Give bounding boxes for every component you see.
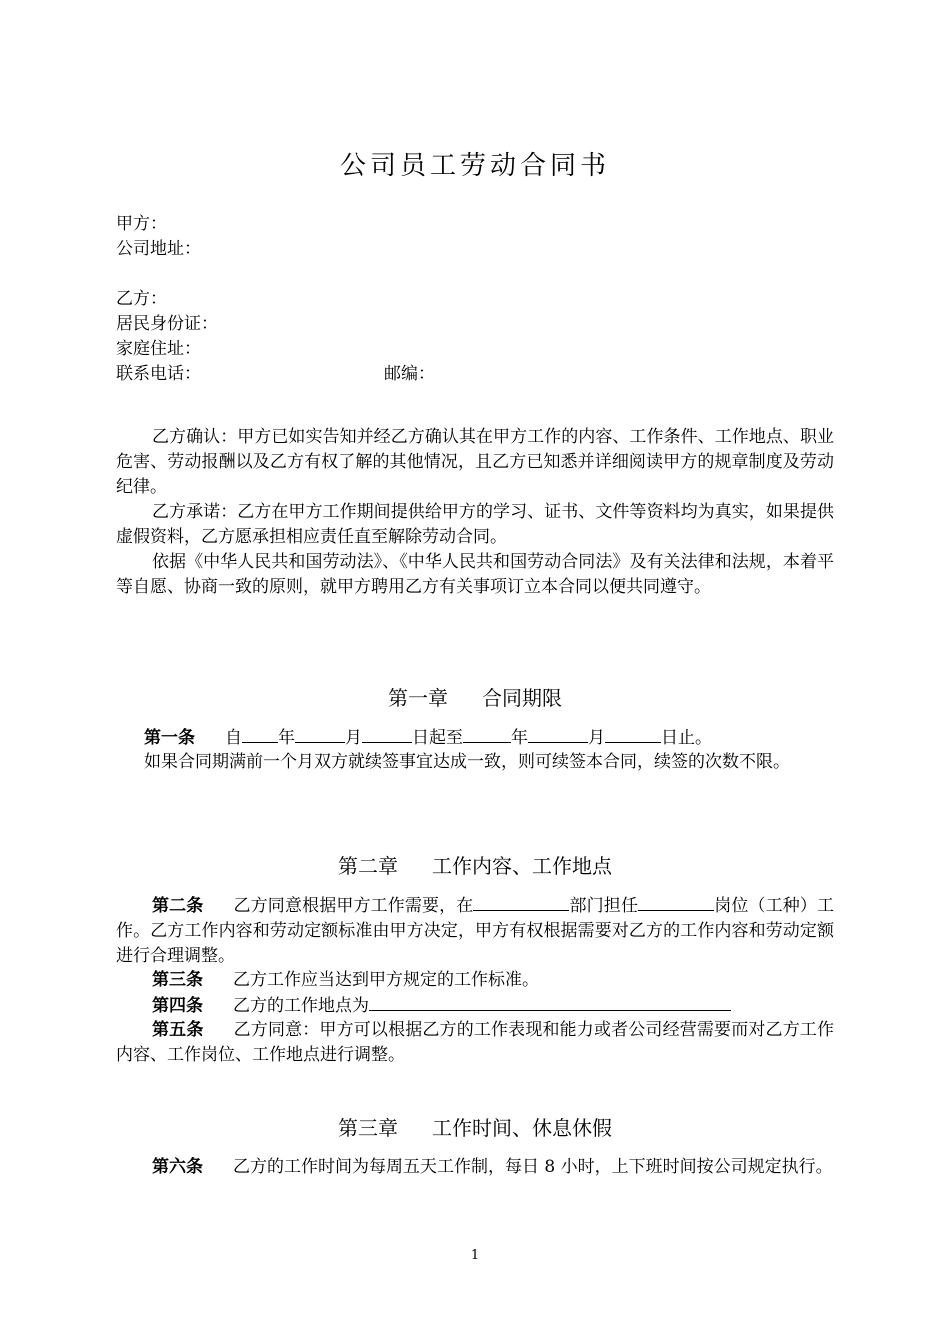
phone-label: 联系电话： (116, 364, 201, 384)
article-2 (116, 893, 834, 969)
end-month-blank[interactable] (528, 725, 588, 743)
legal-basis-paragraph: 依据《中华人民共和国劳动法》、《中华人民共和国劳动合同法》及有关法律和法规，本着平等自愿、协商一致的原则，就甲方聘用乙方有关事项订立本合同以便共同遵守。 (116, 552, 834, 597)
article-4 (152, 993, 731, 1019)
article-5-text: 乙方同意：甲方可以根据乙方的工作表现和能力或者公司经营需要而对乙方工作内容、工作岗位、工作地点进行调整。 (116, 1020, 835, 1065)
end-day-blank[interactable] (605, 725, 661, 743)
article-3 (152, 968, 539, 993)
end-year-blank[interactable] (463, 725, 511, 743)
article-6-label: 第六条 (152, 1157, 203, 1177)
article-6 (116, 1155, 834, 1180)
chapter-2-heading (0, 850, 950, 879)
article-5 (116, 1018, 834, 1068)
start-year-blank[interactable] (242, 725, 278, 743)
article-2-text-3: 岗位（工种）工作。乙方工作内容和劳动定额标准由甲方决定，甲方有权根据需要对乙方的工作内容和劳动定额进行合理调整。 (116, 896, 835, 966)
article-5-label: 第五条 (152, 1020, 204, 1040)
home-address-label: 家庭住址： (116, 339, 201, 359)
article-4-text: 乙方的工作地点为 (233, 996, 369, 1016)
article-3-text: 乙方工作应当达到甲方规定的工作标准。 (233, 970, 539, 990)
article-1-text-4: 日起至 (412, 728, 463, 748)
department-blank[interactable] (473, 893, 569, 911)
start-month-blank[interactable] (295, 725, 345, 743)
chapter-1-heading (0, 682, 950, 711)
party-b-label: 乙方： (116, 289, 167, 309)
page-number: 1 (470, 1248, 480, 1263)
party-a-label: 甲方： (116, 214, 167, 234)
article-2-text-2: 部门担任 (569, 896, 639, 916)
article-1 (144, 725, 712, 751)
chapter-2-number: 第二章 (338, 854, 398, 878)
confirmation-paragraph: 乙方确认：甲方已如实告知并经乙方确认其在甲方工作的内容、工作条件、工作地点、职业危害、劳动报酬以及乙方有权了解的其他情况，且乙方已知悉并详细阅读甲方的规章制度及劳动纪律。 (116, 427, 834, 497)
work-location-blank[interactable] (369, 993, 731, 1011)
chapter-1-number: 第一章 (388, 686, 448, 710)
article-2-label: 第二条 (152, 896, 204, 916)
article-6-text: 乙方的工作时间为每周五天工作制，每日 8 小时，上下班时间按公司规定执行。 (233, 1157, 833, 1177)
id-card-label: 居民身份证： (116, 314, 218, 334)
commitment-paragraph: 乙方承诺：乙方在甲方工作期间提供给甲方的学习、证书、文件等资料均为真实，如果提供虚假资料，乙方愿承担相应责任直至解除劳动合同。 (116, 502, 834, 547)
article-1-text-3: 月 (345, 728, 362, 748)
article-1-label: 第一条 (144, 728, 195, 748)
document-title: 公司员工劳动合同书 (339, 151, 610, 181)
chapter-1-title: 合同期限 (482, 686, 562, 710)
position-blank[interactable] (638, 893, 714, 911)
chapter-2-title: 工作内容、工作地点 (432, 854, 612, 878)
renewal-paragraph: 如果合同期满前一个月双方就续签事宜达成一致，则可续签本合同，续签的次数不限。 (144, 752, 790, 772)
chapter-3-heading (0, 1112, 950, 1141)
company-address-label: 公司地址： (116, 239, 201, 259)
postcode-label: 邮编： (384, 364, 435, 384)
article-1-text-7: 日止。 (661, 728, 712, 748)
start-day-blank[interactable] (362, 725, 412, 743)
chapter-3-title: 工作时间、休息休假 (432, 1116, 612, 1140)
article-3-label: 第三条 (152, 970, 203, 990)
article-4-label: 第四条 (152, 996, 203, 1016)
article-1-text-5: 年 (511, 728, 528, 748)
article-2-text-1: 乙方同意根据甲方工作需要，在 (233, 896, 474, 916)
article-1-text-2: 年 (278, 728, 295, 748)
article-1-text-6: 月 (588, 728, 605, 748)
article-1-text-1: 自 (225, 728, 242, 748)
chapter-3-number: 第三章 (338, 1116, 398, 1140)
